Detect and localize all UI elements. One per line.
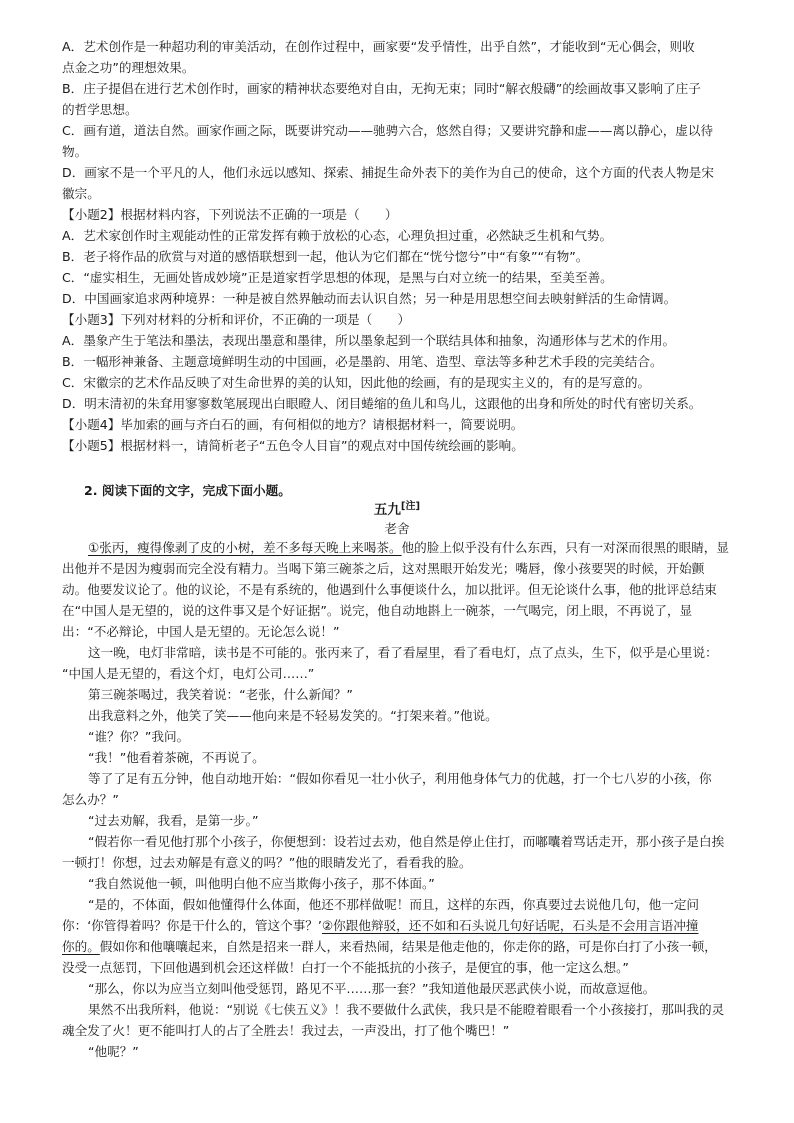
paragraph-10: “我自然说他一顿，叫他明白他不应当欺侮小孩子，那不体面。” bbox=[88, 876, 435, 891]
q2-option-a: A．艺术家创作时主观能动性的正常发挥有赖于放松的心态，心理负担过重，必然缺乏生机和气势。 bbox=[62, 228, 613, 243]
paragraph-11: “是的，不体面，假如他懂得什么体面，他还不那样做呢！而且，这样的东西，你真要过去说他几句，他一定问 bbox=[88, 897, 700, 912]
q3-option-b: B．一幅形神兼备、主题意境鲜明生动的中国画，必是墨韵、用笔、造型、章法等多种艺术手段的完美结合。 bbox=[62, 354, 663, 369]
q1-option-a-cont: 点金之功”的理想效果。 bbox=[62, 60, 195, 75]
paragraph-12: “那么，你以为应当立刻叫他受惩罚，路见不平……那一套？”我知道他最厌恶武侠小说，而故意逗他。 bbox=[88, 981, 656, 996]
q3-option-c: C．宋徽宗的艺术作品反映了对生命世界的美的认知，因此他的绘画，有的是现实主义的，有的是写意的。 bbox=[62, 375, 651, 390]
paragraph-text: 他的脸上似乎没有什么东西，只有一对深而很黑的眼睛，显 bbox=[401, 540, 729, 555]
paragraph-13: 果然不出我所料，他说：“别说《七侠五义》！我不要做什么武侠，我只是不能瞪着眼看一个小孩接打，那叫我的灵 bbox=[88, 1002, 725, 1017]
q1-option-c-cont: 物。 bbox=[62, 144, 88, 159]
paragraph-line: 魂全发了火！更不能叫打人的占了全胜去！我过去，一声没出，打了他个嘴巴！” bbox=[62, 1023, 510, 1038]
q3-stem: 【小题3】下列对材料的分析和评价，不正确的一项是（ ） bbox=[62, 312, 411, 327]
section-heading: 2. 阅读下面的文字，完成下面小题。 bbox=[84, 483, 291, 498]
paragraph-2: 这一晚，电灯非常暗，读书是不可能的。张丙来了，看了看屋里，看了看电灯，点了点头，生下，似乎是心里说： bbox=[88, 645, 718, 660]
q2-option-b: B．老子将作品的欣赏与对道的感悟联想到一起，他认为它们都在“恍兮惚兮”中“有象”“有物”。 bbox=[62, 249, 589, 264]
q2-option-d: D．中国画家追求两种境界：一种是被自然界触动而去认识自然；另一种是用思想空间去映射鲜活的生命情调。 bbox=[62, 291, 677, 306]
q1-option-b: B．庄子提倡在进行艺术创作时，画家的精神状态要绝对自由，无拘无束；同时“解衣般礴”的绘画故事又影响了庄子 bbox=[62, 81, 701, 96]
q2-stem: 【小题2】根据材料内容，下列说法不正确的一项是（ ） bbox=[62, 207, 398, 222]
q3-option-a: A．墨象产生于笔法和墨法，表现出墨意和墨律，所以墨象起到一个联结具体和抽象，沟通形体与艺术的作用。 bbox=[62, 333, 676, 348]
paragraph-text: 你：‘你管得着吗？你是干什么的，管这个事？’ bbox=[62, 918, 322, 933]
paragraph-5: “谁？你？”我问。 bbox=[88, 729, 190, 744]
paragraph-1 bbox=[88, 538, 729, 558]
paragraph-line: 出：“不必辩论，中国人是无望的。无论怎么说！” bbox=[62, 624, 340, 639]
paragraph-4: 出我意料之外，他笑了笑——他向来是不轻易发笑的。“打架来着。”他说。 bbox=[88, 708, 498, 723]
q1-option-d-cont: 徽宗。 bbox=[62, 186, 100, 201]
paragraph-line: “中国人是无望的，看这个灯，电灯公司……” bbox=[62, 666, 315, 681]
q1-option-c: C．画有道，道法自然。画家作画之际，既要讲究动——驰骋六合，悠然自得；又要讲究静和虚——离以静心，虚以待 bbox=[62, 123, 714, 138]
paragraph-line: 在“中国人是无望的，说的这件事又是个好证据”。说完，他自动地斟上一碗茶，一气喝完，闭上眼，不再说了，显 bbox=[62, 603, 693, 618]
q1-option-d: D．画家不是一个平凡的人，他们永远以感知、探索、捕捉生命外表下的美作为自己的使命，这个方面的代表人物是宋 bbox=[62, 165, 714, 180]
title-note-marker: [注] bbox=[400, 501, 421, 512]
q3-option-d: D．明末清初的朱耷用寥寥数笔展现出白眼瞪人、闭目蜷缩的鱼儿和鸟儿，这跟他的出身和所处的时代有密切关系。 bbox=[62, 396, 702, 411]
paragraph-line: 怎么办？” bbox=[62, 792, 119, 807]
underlined-sentence-2-cont: 你的。 bbox=[62, 939, 100, 954]
passage-title bbox=[0, 497, 794, 518]
paragraph-7: 等了了足有五分钟，他自动地开始：“假如你看见一壮小伙子，利用他身体气力的优越，打一个七八岁的小孩，你 bbox=[88, 771, 712, 786]
paragraph-3: 第三碗茶喝过，我笑着说：“老张，什么新闻？” bbox=[88, 687, 353, 702]
q2-option-c: C．“虚实相生，无画处皆成妙境”正是道家哲学思想的体现，是黑与白对立统一的结果，至美至善。 bbox=[62, 270, 613, 285]
paragraph-line: 动。他要发议论了。他的议论，不是有系统的，他遇到什么事便谈什么，加以批评。但无论谈什么事，他的批评总结束 bbox=[62, 582, 717, 597]
paragraph-14: “他呢？” bbox=[88, 1044, 139, 1059]
paragraph-text: 假如你和他嚷嚷起来，自然是招来一群人，来看热闹，结果是他走他的，你走你的路，可是你白打了小孩一顿， bbox=[99, 939, 717, 954]
paragraph-line bbox=[62, 916, 698, 936]
paragraph-9: “假若你一看见他打那个小孩子，你便想到：设若过去劝，他自然是停止住打，而嘟囔着骂话走开，那小孩子是白挨 bbox=[88, 834, 725, 849]
passage-author: 老舍 bbox=[384, 521, 410, 536]
underlined-sentence-2: ②你跟他辩驳，还不如和石头说几句好话呢，石头是不会用言语冲撞 bbox=[321, 918, 699, 933]
paragraph-line: 没受一点惩罚，下回他遇到机会还这样做！白打一个不能抵抗的小孩子，是便宜的事，他一定这么想。” bbox=[62, 960, 629, 975]
q1-option-a: A．艺术创作是一种超功利的审美活动，在创作过程中，画家要“发乎情性，出乎自然”，才能收到“无心偶会，则收 bbox=[62, 39, 695, 54]
passage-title-text: 五九 bbox=[373, 502, 401, 518]
q1-option-b-cont: 的哲学思想。 bbox=[62, 102, 138, 117]
underlined-sentence-1: ①张丙，瘦得像剥了皮的小树，差不多每天晚上来喝茶。 bbox=[88, 540, 402, 555]
paragraph-6: “我！”他看着茶碗，不再说了。 bbox=[88, 750, 265, 765]
paragraph-line: 一顿打！你想，过去劝解是有意义的吗？”他的眼睛发光了，看看我的脸。 bbox=[62, 855, 472, 870]
paragraph-8: “过去劝解，我看，是第一步。” bbox=[88, 813, 259, 828]
paragraph-line: 出他并不是因为瘦弱而完全没有精力。当喝下第三碗茶之后，这对黑眼开始发光；嘴唇，像小孩要哭的时候，开始颤 bbox=[62, 561, 705, 576]
q4-stem: 【小题4】毕加索的画与齐白石的画，有何相似的地方？请根据材料一，简要说明。 bbox=[62, 417, 524, 432]
q5-stem: 【小题5】根据材料一，请简析老子“五色令人目盲”的观点对中国传统绘画的影响。 bbox=[62, 438, 524, 453]
paragraph-line bbox=[62, 937, 717, 957]
